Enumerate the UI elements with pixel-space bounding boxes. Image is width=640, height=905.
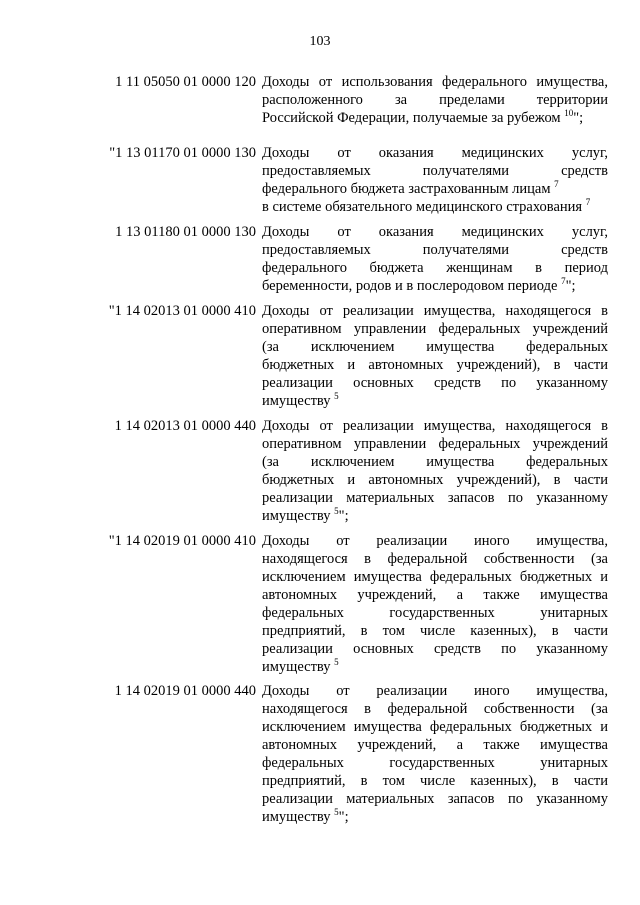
- description-line: имуществу $^5$";: [262, 506, 349, 524]
- description-line: автономных учреждений, а также имущества: [262, 587, 608, 603]
- description-line: реализации материальных запасов по указанному: [262, 791, 608, 807]
- footnote-marker: 5: [334, 506, 339, 516]
- footnote-marker: 10: [564, 108, 574, 118]
- footnote-marker: 7: [561, 276, 566, 286]
- description-line: находящегося в федеральной собственности (за: [262, 551, 608, 567]
- description-line: Доходы от реализации иного имущества,: [262, 533, 608, 549]
- footnote-marker: 5: [334, 657, 339, 667]
- description-line: имуществу $^5$: [262, 391, 339, 409]
- income-description: [262, 682, 608, 826]
- description-line: (за исключением имущества федеральных: [262, 454, 608, 470]
- footnote-marker: 7: [585, 197, 591, 207]
- description-line: реализации основных средств по указанному: [262, 641, 608, 657]
- description-line: Доходы от реализации имущества, находящегося в: [262, 418, 608, 434]
- description-line: предприятий, в том числе казенных), в части: [262, 623, 608, 639]
- description-line: (за исключением имущества федеральных: [262, 339, 608, 355]
- description-line: федерального бюджета застрахованным лицам $^7$: [262, 179, 559, 197]
- description-line: предоставляемых получателями средств: [262, 242, 608, 258]
- description-line: реализации основных средств по указанному: [262, 375, 608, 391]
- description-line: оперативном управлении федеральных учреждений: [262, 436, 608, 452]
- description-line: имуществу $^5$: [262, 657, 339, 675]
- income-description: [262, 302, 608, 410]
- income-code: 1 13 01180 01 0000 130: [115, 224, 256, 240]
- income-description: [262, 73, 608, 127]
- description-line: оперативном управлении федеральных учреждений: [262, 321, 608, 337]
- description-line: автономных учреждений, а также имущества: [262, 737, 608, 753]
- description-line: федеральных государственных унитарных: [262, 605, 608, 621]
- footnote-marker: 5: [334, 391, 339, 401]
- income-description: [262, 223, 608, 295]
- description-line: в системе обязательного медицинского страхования $^7$: [262, 197, 591, 215]
- description-line: Российской Федерации, получаемые за рубежом $^{10}$";: [262, 108, 584, 126]
- income-description: [262, 417, 608, 525]
- income-code: "1 13 01170 01 0000 130: [109, 145, 256, 161]
- footnote-marker: 5: [334, 807, 339, 817]
- description-line: имуществу $^5$";: [262, 807, 349, 825]
- description-line: беременности, родов и в послеродовом периоде $^7$";: [262, 276, 576, 294]
- income-code: 1 14 02013 01 0000 440: [114, 418, 256, 434]
- description-line: Доходы от оказания медицинских услуг,: [262, 224, 608, 240]
- page-number: 103: [309, 34, 331, 49]
- description-line: Доходы от использования федерального имущества,: [262, 74, 608, 90]
- description-line: федеральных государственных унитарных: [262, 755, 608, 771]
- description-line: бюджетных и автономных учреждений), в части: [262, 472, 608, 488]
- income-description: [262, 144, 608, 216]
- income-code: "1 14 02013 01 0000 410: [108, 303, 256, 319]
- description-line: исключением имущества федеральных бюджетных и: [262, 719, 608, 735]
- description-line: предприятий, в том числе казенных), в части: [262, 773, 608, 789]
- description-line: Доходы от реализации иного имущества,: [262, 683, 608, 699]
- description-line: реализации материальных запасов по указанному: [262, 490, 608, 506]
- description-line: находящегося в федеральной собственности (за: [262, 701, 608, 717]
- description-line: бюджетных и автономных учреждений), в части: [262, 357, 608, 373]
- income-description: [262, 532, 608, 676]
- description-line: федерального бюджета женщинам в период: [262, 260, 608, 276]
- description-line: Доходы от оказания медицинских услуг,: [262, 145, 608, 161]
- description-line: расположенного за пределами территории: [262, 92, 608, 108]
- footnote-marker: 7: [554, 179, 559, 189]
- income-code: 1 14 02019 01 0000 440: [114, 683, 256, 699]
- description-line: исключением имущества федеральных бюджетных и: [262, 569, 608, 585]
- income-code: 1 11 05050 01 0000 120: [115, 74, 256, 90]
- description-line: Доходы от реализации имущества, находящегося в: [262, 303, 608, 319]
- description-line: предоставляемых получателями средств: [262, 163, 608, 179]
- income-code: "1 14 02019 01 0000 410: [108, 533, 256, 549]
